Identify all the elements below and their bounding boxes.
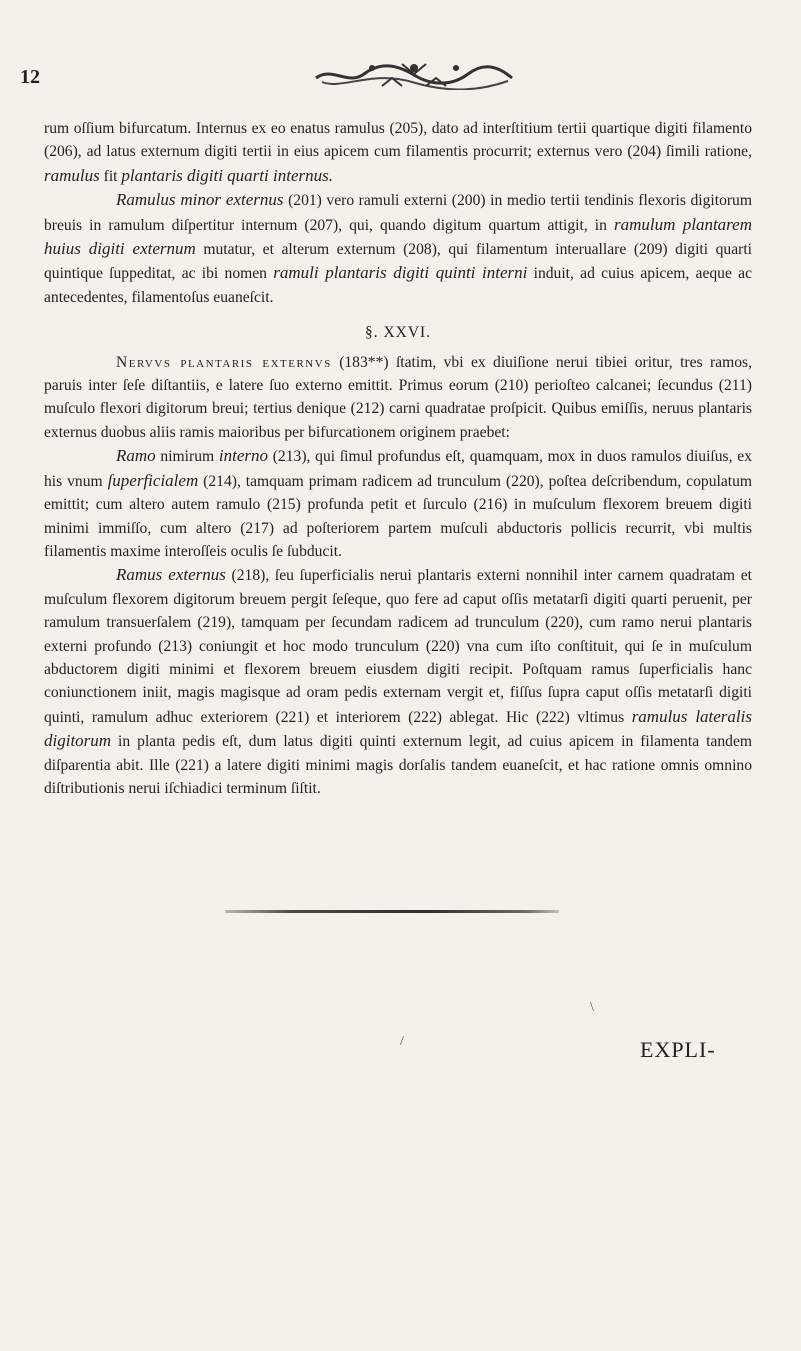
text-run: (218), ſeu ſuperficialis nerui plantaris externi nonnihil inter carnem quadratam et muſculum flexorem digitorum breuem pergit ſeſeque, quo fere ad caput oſſis metatarſi digiti quarti peruenit, per ramulum transuerſalem (219), tamquam per ſecundam radicem ad trunculum (220), cum ramo nerui plantaris externi profundo (213) coniungit et hoc modo trunculum (220) vna cum iſto conſtituit, qui ſe in muſculum abductorem digiti minimi et flexorem breuem eiusdem digiti recipit. Poſtquam ramus ſuperficialis hanc coniunctionem iniit, magis magisque ad oram pedis externam vergit et, fiſſus ſupra caput oſſis metatarſi digiti quinti, ramulum adhuc exteriorem (221) et interiorem (222) ablegat. Hic (222) vltimus bbox=[44, 567, 752, 726]
section-end-rule bbox=[225, 910, 559, 913]
italic-term: ramulus bbox=[44, 165, 100, 185]
ink-speck: / bbox=[400, 1034, 404, 1049]
text-run: (214), tamquam primam radicem ad trunculum (220), poſtea deſcribendum, copulatum emittit; cum altero autem ramulo (215) profunda petit et ſurculo (216) in muſculum flexorem breuem digiti minimi immiſſo, cum altero (217) ad poſteriorem partem muſculi abductoris pollicis recurrit, vbi multis filamentis maxime interoſſeis oculis ſe ſubducit. bbox=[44, 472, 752, 560]
italic-term: Ramus externus bbox=[116, 565, 226, 585]
paragraph-p4 bbox=[44, 444, 752, 563]
italic-term: Ramo bbox=[116, 446, 156, 466]
paragraph-p1 bbox=[44, 117, 752, 188]
catchword: EXPLI- bbox=[640, 1037, 716, 1062]
text-run: (201) vero ramuli externi (200) in medio tertii tendinis flexoris digitorum breuis in ramulum diſpertitur internum (207), qui, quando digitum quartum attigit, in bbox=[44, 192, 752, 234]
body-text bbox=[44, 117, 752, 800]
italic-term: interno bbox=[218, 446, 268, 466]
italic-term: plantaris digiti quarti internus. bbox=[121, 165, 333, 185]
text-run: fit bbox=[99, 167, 122, 185]
text-run: (183**) ſtatim, vbi ex diuiſione nerui tibiei oritur, tres ramos, paruis inter ſeſe diſtantiis, e latere ſuo externo emittit. Primus eorum (210) perioſteo calcanei; ſecundus (211) muſculo flexori digitorum breui; tertius denique (212) carni quadratae proſpicit. Quibus emiſſis, neruus plantaris externus duobus aliis ramis maioribus per bifurcationem originem praebet: bbox=[44, 353, 752, 441]
text-run: rum oſſium bifurcatum. Internus ex eo enatus ramulus (205), dato ad interſtitium tertii quartique digiti filamento (206), ad latus externum digiti tertii in eius apicem cum filamentis procurrit; externus vero (204) ſimili ratione, bbox=[44, 120, 752, 161]
paragraph-p3 bbox=[44, 351, 752, 445]
paragraph-p2 bbox=[44, 188, 752, 309]
page-number: 12 bbox=[20, 66, 40, 88]
section-heading: §. XXVI. bbox=[364, 324, 432, 342]
paragraph-p5 bbox=[44, 563, 752, 800]
text-run: mutatur, et alterum externum (208), qui filamentum interuallare (209) digiti quarti quintique ſuppeditat, ac ibi nomen bbox=[44, 241, 752, 283]
italic-term: ramulum plantarem huius digiti externum bbox=[44, 214, 752, 259]
ink-speck: \ bbox=[590, 1000, 594, 1015]
italic-term: Ramulus minor externus bbox=[116, 190, 284, 210]
headpiece-ornament-icon bbox=[312, 60, 516, 90]
text-run: nimirum bbox=[155, 448, 219, 466]
italic-term: ramuli plantaris digiti quinti interni bbox=[273, 263, 528, 283]
small-caps-term: Nervvs plantaris externvs bbox=[116, 353, 332, 371]
text-run: in planta pedis eſt, dum latus digiti quinti externum legit, ad cuius apicem in filamenta tandem diſparentia abit. Ille (221) a latere digiti minimi magis dorſalis tandem euaneſcit, et hac ratione omnis omnino diſtributionis nerui iſchiadici terminum ſiſtit. bbox=[44, 733, 752, 797]
italic-term: ramulus lateralis digitorum bbox=[44, 706, 752, 751]
text-run: (213), qui ſimul profundus eſt, quamquam, mox in duos ramulos diuiſus, ex his vnum bbox=[44, 448, 752, 490]
text-run: induit, ad cuius apicem, aeque ac antecedentes, filamentoſus euaneſcit. bbox=[44, 265, 752, 306]
italic-term: ſuperficialem bbox=[107, 470, 199, 490]
